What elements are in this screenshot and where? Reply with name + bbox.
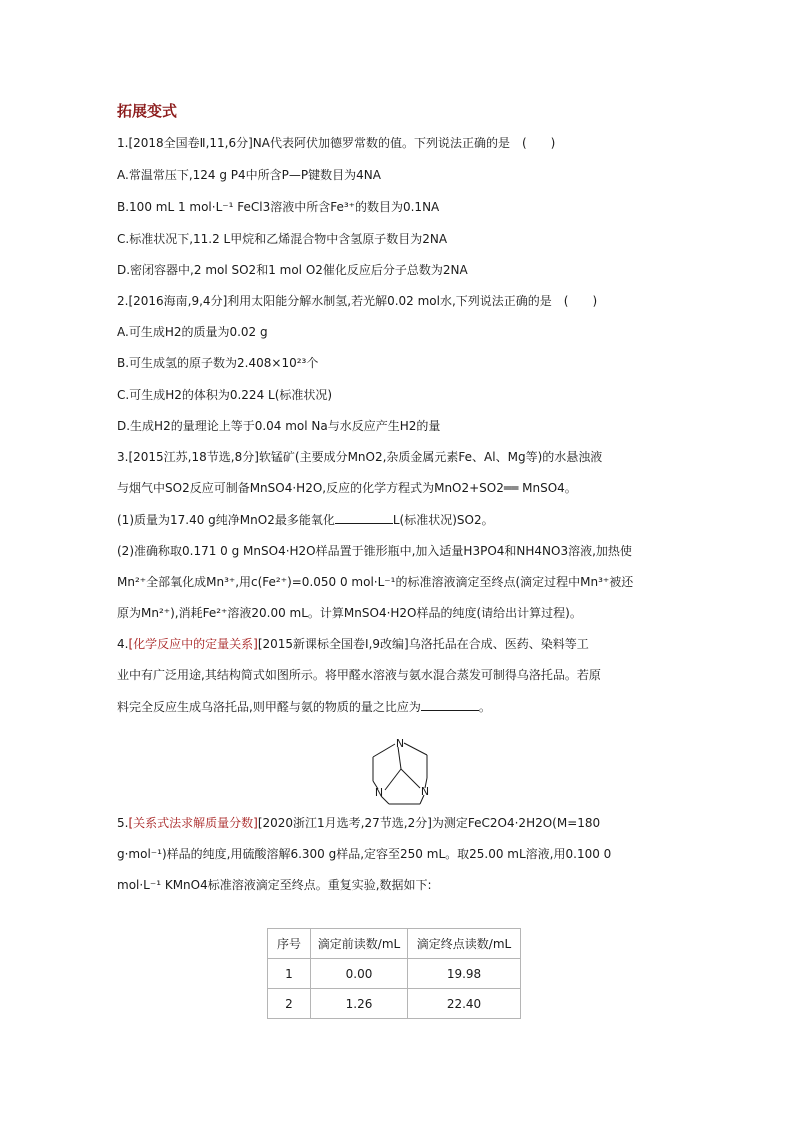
table-cell: 2 [268, 989, 311, 1019]
q3-part-1-text: (1)质量为17.40 g纯净MnO2最多能氧化 [117, 513, 335, 527]
table-cell: 1.26 [311, 989, 408, 1019]
table-cell: 0.00 [311, 959, 408, 989]
q4-line-2: 业中有广泛用途,其结构简式如图所示。将甲醛水溶液与氨水混合蒸发可制得乌洛托品。若原 [117, 668, 601, 682]
nitrogen-atom-top: N [395, 737, 405, 750]
table-cell: 22.40 [408, 989, 521, 1019]
table-row [268, 959, 521, 989]
table-header-cell: 序号 [268, 929, 311, 959]
q3-part-1-text-end: L(标准状况)SO2。 [392, 513, 494, 527]
table-header-cell: 滴定前读数/mL [311, 929, 408, 959]
section-title: 拓展变式 [117, 102, 178, 120]
nitrogen-atom-left: N [374, 786, 384, 799]
q1-option-d: D.密闭容器中,2 mol SO2和1 mol O2催化反应后分子总数为2NA [117, 263, 468, 277]
q5-topic-tag: [关系式法求解质量分数] [128, 816, 258, 830]
q2-option-b: B.可生成氢的原子数为2.408×10²³个 [117, 356, 319, 370]
q3-line-1: 3.[2015江苏,18节选,8分]软锰矿(主要成分MnO2,杂质金属元素Fe、Al、Mg等)的水悬浊液 [117, 450, 603, 464]
hexamine-structure [355, 733, 445, 805]
q2-option-d: D.生成H2的量理论上等于0.04 mol Na与水反应产生H2的量 [117, 419, 441, 433]
q2-option-a: A.可生成H2的质量为0.02 g [117, 325, 268, 339]
q1-stem: 1.[2018全国卷Ⅱ,11,6分]NA代表阿伏加德罗常数的值。下列说法正确的是 ( ) [117, 136, 556, 150]
q1-option-c: C.标准状况下,11.2 L甲烷和乙烯混合物中含氢原子数目为2NA [117, 232, 448, 246]
q3-part-2-line-2: Mn²⁺全部氧化成Mn³⁺,用c(Fe²⁺)=0.050 0 mol·L⁻¹的标准溶液滴定至终点(滴定过程中Mn³⁺被还 [117, 575, 634, 589]
q2-stem: 2.[2016海南,9,4分]利用太阳能分解水制氢,若光解0.02 mol水,下列说法正确的是 ( ) [117, 294, 598, 308]
q4-number: 4. [117, 637, 129, 651]
titration-data-table [267, 928, 521, 1019]
table-row [268, 989, 521, 1019]
q3-part-2-line-1: (2)准确称取0.171 0 g MnSO4·H2O样品置于锥形瓶中,加入适量H3PO4和NH4NO3溶液,加热使 [117, 544, 632, 558]
q4-line-1-text: [2015新课标全国卷Ⅰ,9改编]乌洛托品在合成、医药、染料等工 [257, 637, 589, 651]
q5-line-3: mol·L⁻¹ KMnO4标准溶液滴定至终点。重复实验,数据如下: [117, 878, 432, 892]
q1-option-b: B.100 mL 1 mol·L⁻¹ FeCl3溶液中所含Fe³⁺的数目为0.1NA [117, 200, 440, 214]
answer-blank[interactable] [421, 698, 479, 711]
q5-line-1 [117, 815, 600, 831]
q4-line-3 [117, 698, 491, 715]
q4-line-3-text: 料完全反应生成乌洛托品,则甲醛与氨的物质的量之比应为 [117, 700, 421, 714]
q3-part-2-line-3: 原为Mn²⁺),消耗Fe²⁺溶液20.00 mL。计算MnSO4·H2O样品的纯度(请给出计算过程)。 [117, 606, 582, 620]
table-cell: 19.98 [408, 959, 521, 989]
q2-option-c: C.可生成H2的体积为0.224 L(标准状况) [117, 388, 333, 402]
q4-topic-tag: [化学反应中的定量关系] [128, 637, 258, 651]
table-cell: 1 [268, 959, 311, 989]
answer-blank[interactable] [335, 511, 393, 524]
q5-number: 5. [117, 816, 129, 830]
q3-line-2: 与烟气中SO2反应可制备MnSO4·H2O,反应的化学方程式为MnO2+SO2══ MnSO4。 [117, 481, 577, 495]
q4-line-1 [117, 636, 589, 652]
q5-line-2: g·mol⁻¹)样品的纯度,用硫酸溶解6.300 g样品,定容至250 mL。取25.00 mL溶液,用0.100 0 [117, 847, 612, 861]
table-header-row [268, 929, 521, 959]
q1-option-a: A.常温常压下,124 g P4中所含P—P键数目为4NA [117, 168, 381, 182]
q4-line-3-end: 。 [478, 700, 491, 714]
q5-line-1-text: [2020浙江1月选考,27节选,2分]为测定FeC2O4·2H2O(M=180 [257, 816, 601, 830]
q3-part-1 [117, 511, 494, 528]
nitrogen-atom-right: N [420, 785, 430, 798]
table-header-cell: 滴定终点读数/mL [408, 929, 521, 959]
